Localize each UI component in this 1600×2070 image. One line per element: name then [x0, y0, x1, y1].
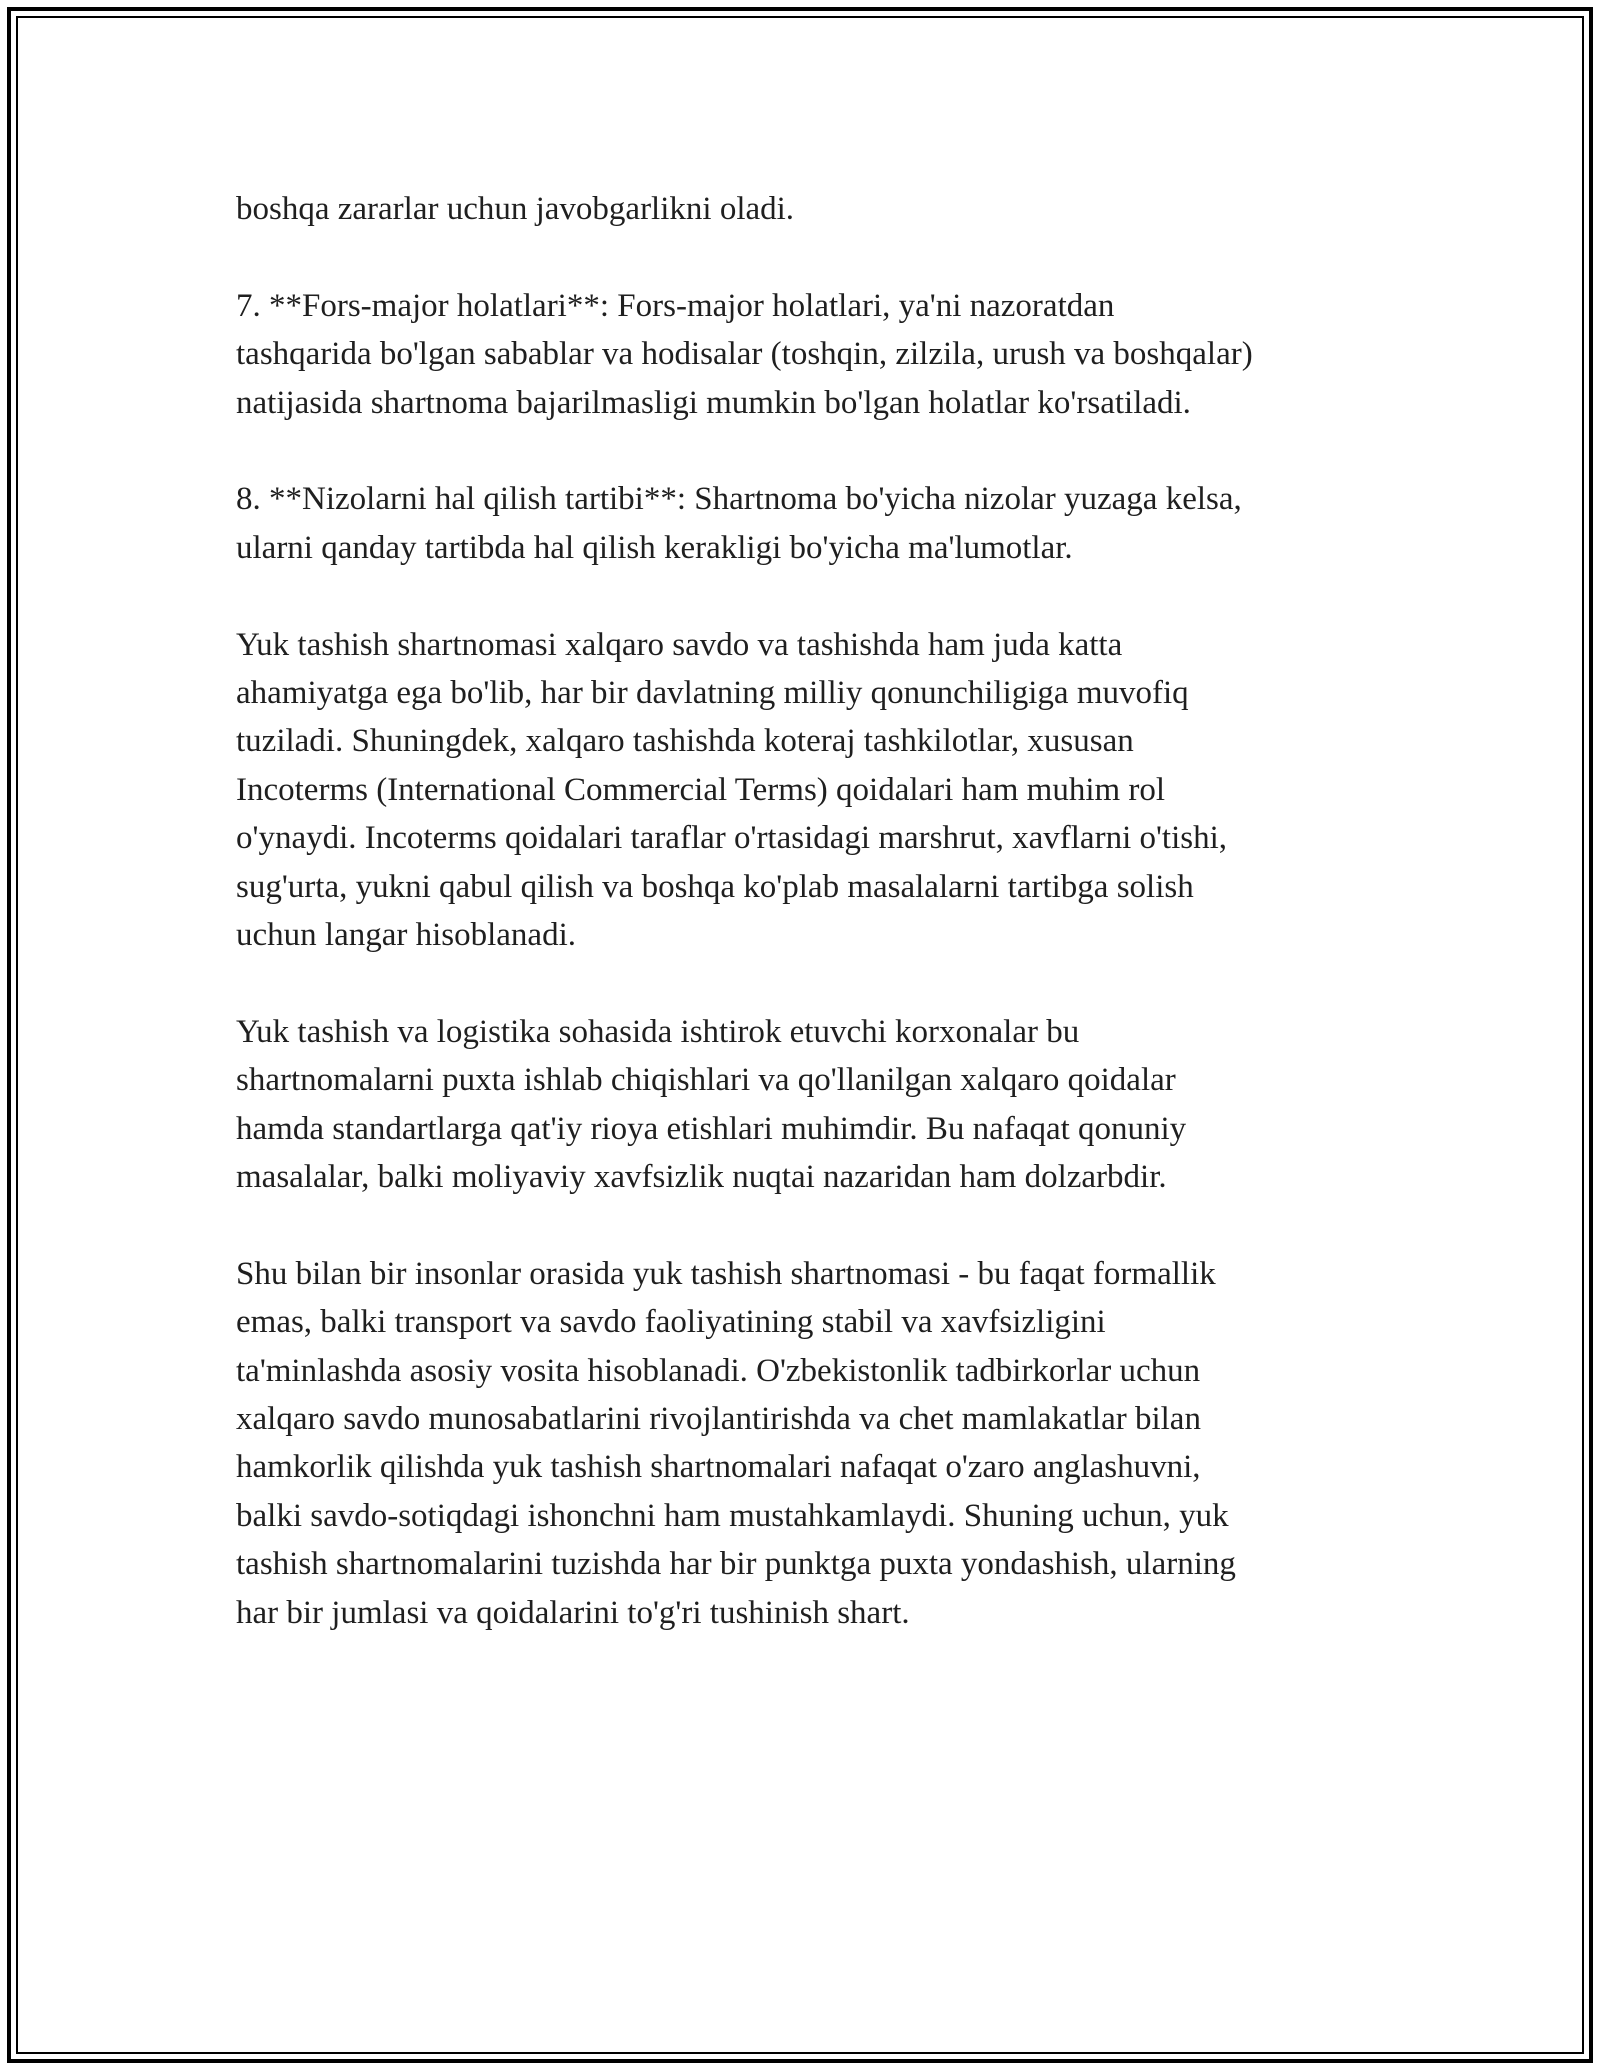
- paragraph-international-trade: Yuk tashish shartnomasi xalqaro savdo va tashishda ham juda katta ahamiyatga ega bo'lib, har bir davlatning milliy qonunchiligiga muvofiq tuziladi. Shuningdek, xalqaro tashishda koteraj tashkilotlar, xususan Incoterms (International Commercial Terms) qoidalari ham muhim rol o'ynaydi. Incoterms qoidalari taraflar o'rtasidagi marshrut, xavflarni o'tishi, sug'urta, yukni qabul qilish va boshqa ko'plab masalalarni tartibga solish uchun langar hisoblanadi.: [236, 626, 1228, 954]
- paragraph-conclusion: Shu bilan bir insonlar orasida yuk tashish shartnomasi - bu faqat formallik emas, balki transport va savdo faoliyatining stabil va xavfsizligini ta'minlashda asosiy vosita hisoblanadi. O'zbekistonlik tadbirkorlar uchun xalqaro savdo munosabatlarini rivojlantirishda va chet mamlakatlar bilan hamkorlik qilishda yuk tashish shartnomalari nafaqat o'zaro anglashuvni, balki savdo-sotiqdagi ishonchni ham mustahkamlaydi. Shuning uchun, yuk tashish shartnomalarini tuzishda har bir punktga puxta yondashish, ularning har bir jumlasi va qoidalarini to'g'ri tushinish shart.: [236, 1255, 1236, 1631]
- paragraph-force-majeure: 7. **Fors-major holatlari**: Fors-major holatlari, ya'ni nazoratdan tashqarida bo'lgan sabablar va hodisalar (toshqin, zilzila, urush va boshqalar) natijasida shartnoma bajarilmasligi mumkin bo'lgan holatlar ko'rsatiladi.: [236, 287, 1253, 421]
- paragraph-dispute-resolution: 8. **Nizolarni hal qilish tartibi**: Shartnoma bo'yicha nizolar yuzaga kelsa, ularni qanday tartibda hal qilish kerakligi bo'yicha ma'lumotlar.: [236, 481, 1242, 566]
- document-body: [236, 185, 1386, 1637]
- paragraph-liability-continuation: boshqa zararlar uchun javobgarlikni oladi.: [236, 191, 795, 227]
- paragraph-logistics-companies: Yuk tashish va logistika sohasida ishtirok etuvchi korxonalar bu shartnomalarni puxta ishlab chiqishlari va qo'llanilgan xalqaro qoidalar hamda standartlarga qat'iy rioya etishlari muhimdir. Bu nafaqat qonuniy masalalar, balki moliyaviy xavfsizlik nuqtai nazaridan ham dolzarbdir.: [236, 1013, 1187, 1196]
